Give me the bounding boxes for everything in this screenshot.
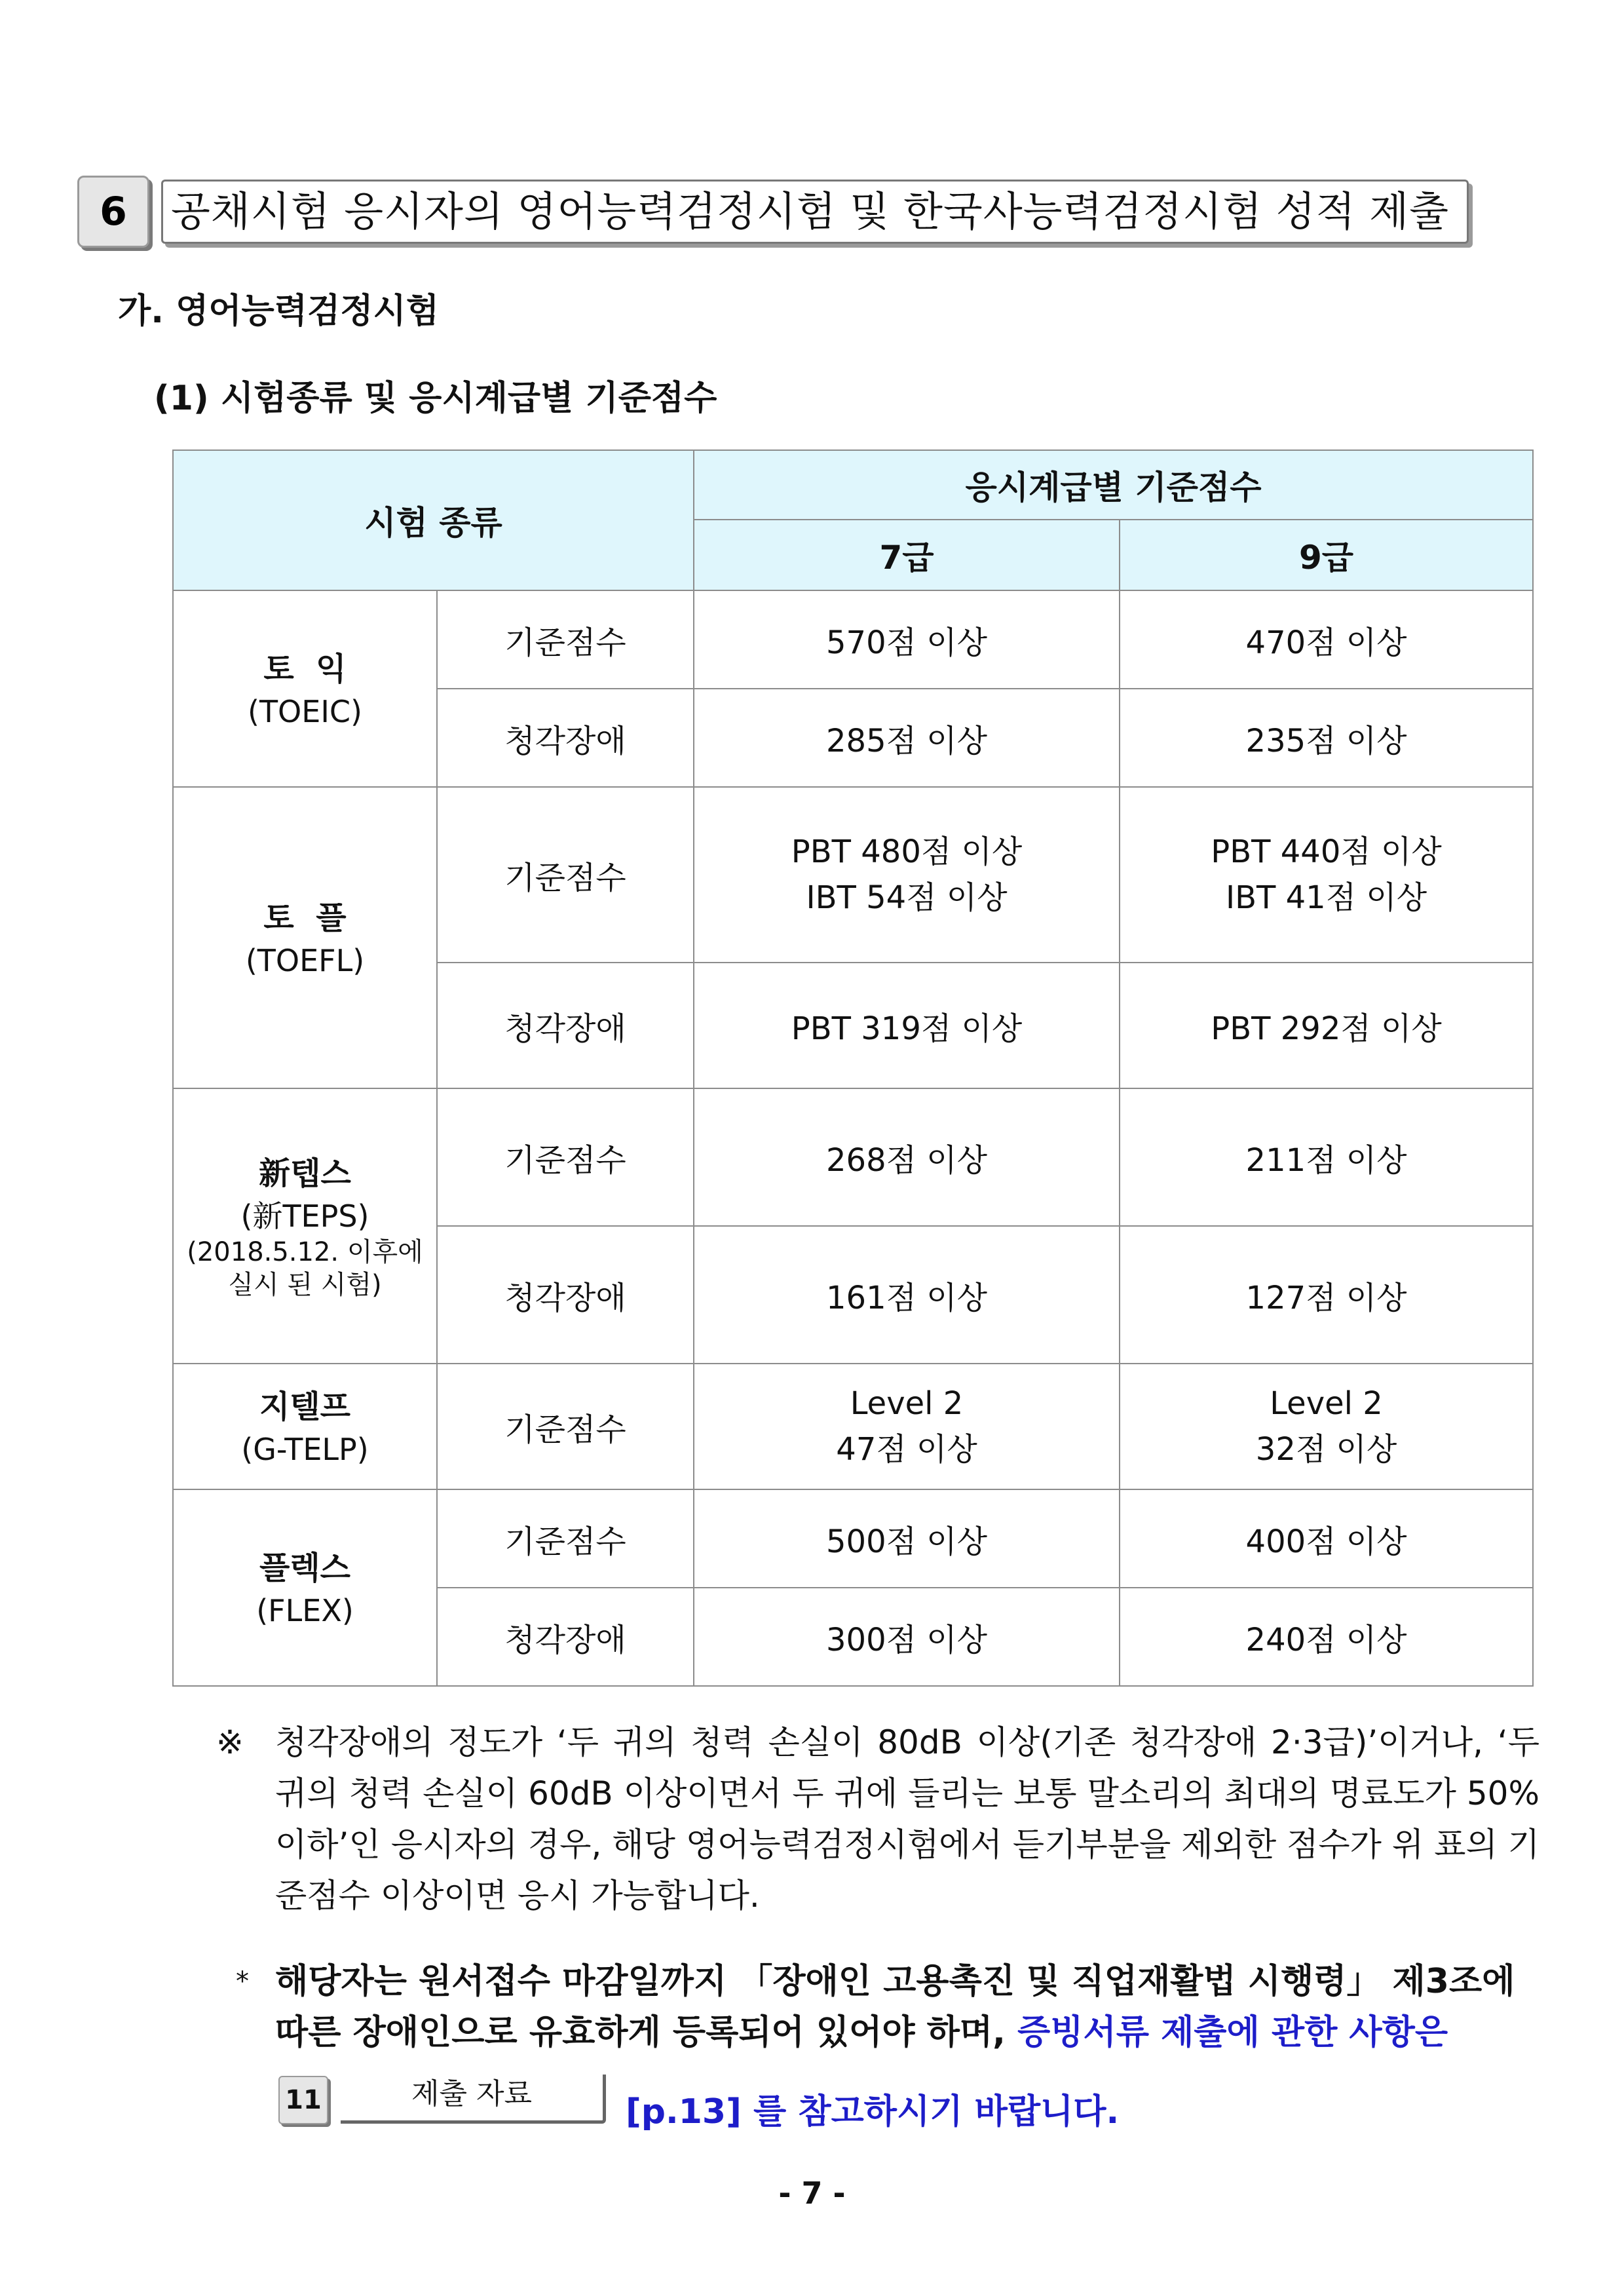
score-type: 기준점수 — [437, 1088, 694, 1226]
exam-cell-toeic — [173, 590, 437, 787]
score-line: PBT 440점 이상 — [1211, 833, 1442, 870]
exam-code: (新TEPS) — [240, 1198, 369, 1234]
score-type: 기준점수 — [437, 787, 694, 963]
exam-code: (TOEIC) — [248, 694, 362, 729]
registration-note — [236, 1956, 1539, 2058]
score-line: IBT 41점 이상 — [1225, 879, 1427, 916]
score-line: Level 2 — [1270, 1385, 1383, 1422]
reference-section-label: 제출 자료 — [341, 2075, 606, 2124]
score-type: 청각장애 — [437, 1226, 694, 1364]
score-grade-9 — [1120, 787, 1533, 963]
score-grade-9: 127점 이상 — [1120, 1226, 1533, 1364]
note-text — [275, 1956, 1539, 2058]
section-header — [77, 176, 1466, 248]
exam-cell-teps — [173, 1088, 437, 1364]
exam-code: (FLEX) — [256, 1593, 354, 1628]
reference-tail-text: 를 참고하시기 바랍니다. — [753, 2092, 1120, 2132]
hearing-impairment-note — [216, 1717, 1539, 1921]
score-grade-7: 570점 이상 — [694, 590, 1120, 689]
exam-cell-flex — [173, 1489, 437, 1686]
score-grade-7: 161점 이상 — [694, 1226, 1120, 1364]
reference-text — [626, 2084, 1119, 2133]
score-grade-7: PBT 319점 이상 — [694, 963, 1120, 1088]
exam-name: 新텝스 — [259, 1155, 351, 1192]
score-grade-9: 470점 이상 — [1120, 590, 1533, 689]
col-header-grade-9: 9급 — [1120, 520, 1533, 590]
score-type: 청각장애 — [437, 689, 694, 787]
note-mark: * — [236, 1966, 249, 1997]
score-line: IBT 54점 이상 — [806, 879, 1008, 916]
score-grade-7: 500점 이상 — [694, 1489, 1120, 1588]
section-number: 6 — [77, 176, 149, 248]
score-type: 청각장애 — [437, 1588, 694, 1686]
exam-name: 지텔프 — [259, 1388, 351, 1425]
exam-name: 토 익 — [263, 651, 347, 687]
note-text: 청각장애의 정도가 ‘두 귀의 청력 손실이 80dB 이상(기존 청각장애 2·3급)’이거나, ‘두 귀의 청력 손실이 60dB 이상이면서 두 귀에 들리는 보통 말소리의 최대의 명료도가 50% 이하’인 응시자의 경우, 해당 영어능력검정시험에서 듣기부분을 제외한 점수가 위 표의 기준점수 이상이면 응시 가능합니다. — [275, 1723, 1539, 1915]
exam-note: (2018.5.12. 이후에 — [187, 1237, 423, 1267]
note-text-main: 해당자는 원서접수 마감일까지 「장애인 고용촉진 및 직업재활법 시행령」 제3조에 따른 장애인으로 유효하게 등록되어 있어야 하며, — [275, 1962, 1515, 2052]
score-type: 청각장애 — [437, 963, 694, 1088]
score-grade-7: 285점 이상 — [694, 689, 1120, 787]
note-text-highlight: 증빙서류 제출에 관한 사항은 — [1017, 2013, 1448, 2052]
score-type: 기준점수 — [437, 1364, 694, 1489]
section-title-box — [161, 180, 1469, 244]
score-line: Level 2 — [850, 1385, 964, 1422]
score-grade-7: 268점 이상 — [694, 1088, 1120, 1226]
score-grade-7 — [694, 787, 1120, 963]
score-line: 32점 이상 — [1255, 1431, 1397, 1468]
exam-name: 토 플 — [263, 900, 347, 936]
exam-code: (G-TELP) — [241, 1432, 369, 1467]
score-grade-9: 235점 이상 — [1120, 689, 1533, 787]
score-grade-9 — [1120, 1364, 1533, 1489]
exam-code: (TOEFL) — [245, 943, 365, 978]
score-grade-7 — [694, 1364, 1120, 1489]
reference-section-number: 11 — [278, 2076, 328, 2124]
exam-cell-toefl — [173, 787, 437, 1088]
score-type: 기준점수 — [437, 1489, 694, 1588]
note-mark: ※ — [216, 1723, 244, 1761]
exam-name: 플렉스 — [259, 1550, 351, 1586]
exam-note: 실시 된 시험) — [228, 1270, 382, 1300]
section-title: 공채시험 응시자의 영어능력검정시험 및 한국사능력검정시험 성적 제출 — [171, 187, 1450, 235]
score-table — [172, 450, 1534, 1687]
col-header-exam: 시험 종류 — [173, 450, 694, 590]
exam-cell-gtelp — [173, 1364, 437, 1489]
score-grade-7: 300점 이상 — [694, 1588, 1120, 1686]
score-line: PBT 480점 이상 — [791, 833, 1023, 870]
score-grade-9: 211점 이상 — [1120, 1088, 1533, 1226]
col-header-grade: 응시계급별 기준점수 — [694, 450, 1533, 520]
reference-page-link[interactable]: [p.13] — [626, 2092, 742, 2132]
heading-score-criteria: (1) 시험종류 및 응시계급별 기준점수 — [154, 379, 717, 418]
score-line: 47점 이상 — [836, 1431, 977, 1468]
score-type: 기준점수 — [437, 590, 694, 689]
heading-english-test: 가. 영어능력검정시험 — [118, 292, 439, 331]
score-grade-9: 240점 이상 — [1120, 1588, 1533, 1686]
col-header-grade-7: 7급 — [694, 520, 1120, 590]
score-grade-9: 400점 이상 — [1120, 1489, 1533, 1588]
score-grade-9: PBT 292점 이상 — [1120, 963, 1533, 1088]
page-number: - 7 - — [778, 2175, 846, 2211]
